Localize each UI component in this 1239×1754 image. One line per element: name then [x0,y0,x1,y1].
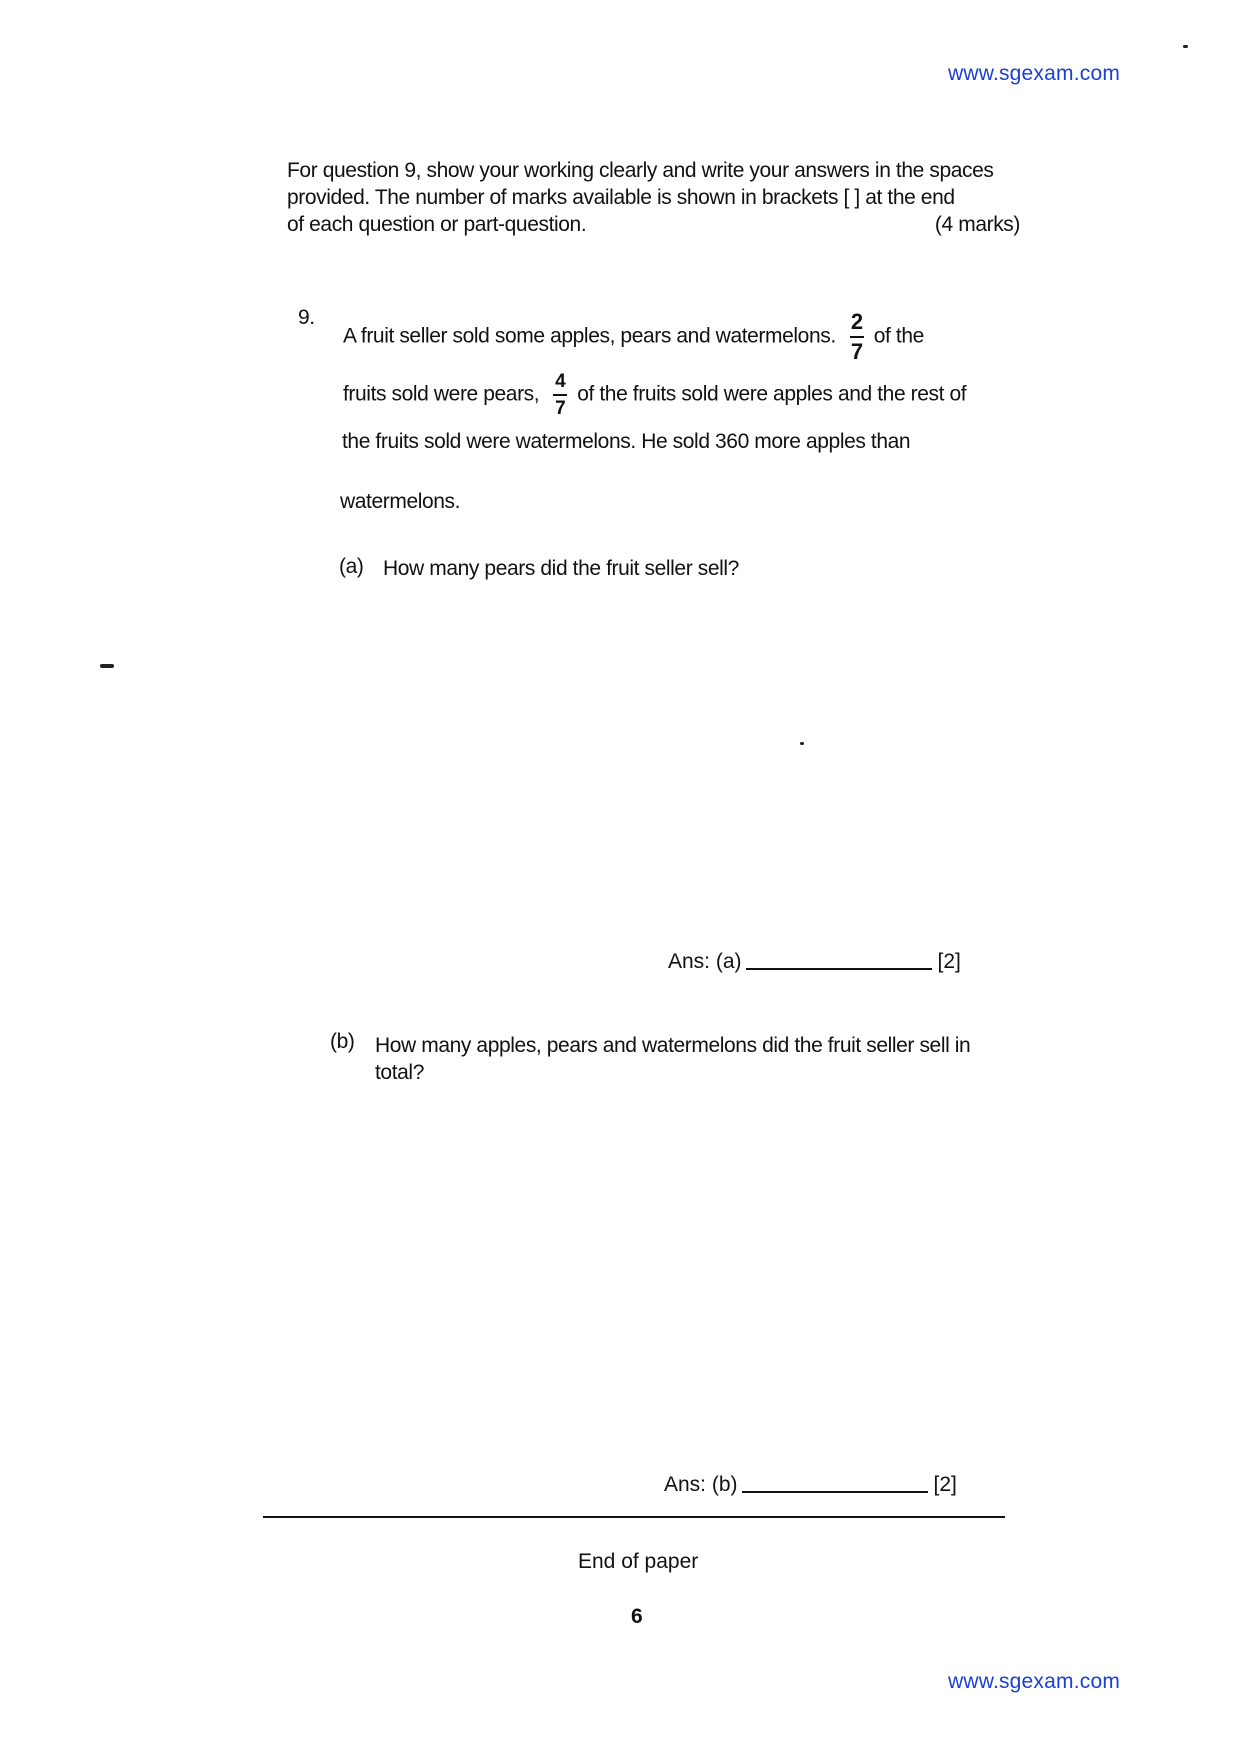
question-line-2-tail: of the fruits sold were apples and the rest of [577,382,967,406]
answer-a-blank[interactable] [746,968,932,970]
part-a-question: How many pears did the fruit seller sell? [383,557,739,580]
end-divider [263,1516,1005,1518]
instructions-line-1: For question 9, show your working clearly and write your answers in the spaces [287,159,994,182]
fraction-two-sevenths [850,311,864,363]
end-of-paper: End of paper [578,1550,699,1573]
fraction-bar [850,336,864,338]
question-line-2 [343,372,966,418]
part-b-label: (b) [330,1030,355,1053]
answer-b-marks: [2] [933,1473,957,1496]
answer-a-label: Ans: (a) [668,950,742,973]
part-a-label: (a) [339,555,364,578]
scan-speck [100,664,114,668]
page-number: 6 [631,1605,643,1628]
fraction-numerator: 4 [555,371,566,392]
answer-b-line [664,1473,957,1497]
instructions [287,157,1020,238]
answer-b-label: Ans: (b) [664,1473,738,1496]
scan-speck [1183,45,1188,48]
instructions-line-2: provided. The number of marks available is shown in brackets [ ] at the end [287,186,955,209]
answer-a-marks: [2] [937,950,961,973]
instructions-line-3: of each question or part-question. [287,213,587,236]
question-line-2-text: fruits sold were pears, [343,382,540,406]
question-line-1 [343,311,924,363]
fraction-four-sevenths [553,372,567,418]
question-line-3: the fruits sold were watermelons. He sold 360 more apples than [342,430,911,453]
scan-speck [800,742,804,745]
fraction-denominator: 7 [555,398,566,419]
question-number: 9. [298,306,315,329]
fraction-bar [553,394,567,396]
question-line-1-tail: of the [873,324,924,348]
total-marks: (4 marks) [934,213,1020,236]
answer-b-blank[interactable] [742,1491,928,1493]
question-line-4: watermelons. [340,490,461,513]
answer-a-line [668,950,961,974]
watermark-top: www.sgexam.com [948,62,1121,85]
fraction-numerator: 2 [850,309,863,334]
watermark-bottom: www.sgexam.com [948,1670,1121,1693]
part-b-question: How many apples, pears and watermelons did the fruit seller sell in total? [375,1034,971,1084]
question-line-1-text: A fruit seller sold some apples, pears and watermelons. [343,324,836,348]
fraction-denominator: 7 [850,339,863,364]
